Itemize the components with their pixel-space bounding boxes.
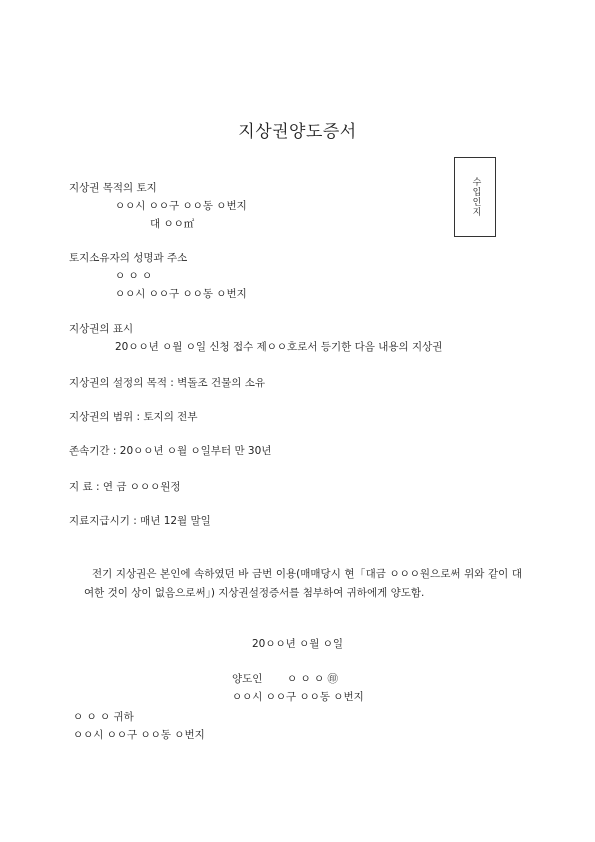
land-object-label: 지상권 목적의 토지: [69, 182, 157, 194]
purpose-line: 지상권의 설정의 목적 : 벽돌조 건물의 소유: [69, 377, 265, 389]
scope-line: 지상권의 범위 : 토지의 전부: [69, 411, 198, 423]
land-area: 대 ㅇㅇ㎡: [150, 218, 195, 230]
document-title: 지상권양도증서: [238, 122, 357, 142]
transferor-name: ㅇ ㅇ ㅇ ㊞: [287, 673, 338, 685]
right-detail: 20ㅇㅇ년 ㅇ월 ㅇ일 신청 접수 제ㅇㅇ호로서 등기한 다음 내용의 지상권: [115, 341, 443, 353]
owner-label: 토지소유자의 성명과 주소: [69, 252, 188, 264]
payment-line: 지료지급시기 : 매년 12월 말일: [69, 515, 211, 527]
rent-line: 지 료 : 연 금 ㅇㅇㅇ원정: [69, 481, 181, 493]
transferor-label: 양도인: [232, 673, 263, 685]
document-date: 20ㅇㅇ년 ㅇ월 ㅇ일: [251, 638, 344, 650]
land-address: ㅇㅇ시 ㅇㅇ구 ㅇㅇ동 ㅇ번지: [115, 200, 247, 212]
transferor-address: ㅇㅇ시 ㅇㅇ구 ㅇㅇ동 ㅇ번지: [232, 691, 364, 703]
duration-line: 존속기간 : 20ㅇㅇ년 ㅇ월 ㅇ일부터 만 30년: [69, 445, 272, 457]
transfer-statement: 전기 지상권은 본인에 속하였던 바 금번 이용(매매당시 현「대금 ㅇㅇㅇ원으로써 위와 같이 대여한 것이 상이 없음으로써」) 지상권설정증서를 첨부하여 귀하에게 양도함.: [84, 568, 522, 599]
revenue-stamp-box: [454, 157, 496, 237]
recipient-name: ㅇ ㅇ ㅇ 귀하: [73, 711, 134, 723]
revenue-stamp-label: 수입인지: [470, 177, 481, 217]
right-label: 지상권의 표시: [69, 323, 134, 335]
owner-name: ㅇ ㅇ ㅇ: [115, 270, 153, 282]
recipient-address: ㅇㅇ시 ㅇㅇ구 ㅇㅇ동 ㅇ번지: [73, 729, 205, 741]
owner-address: ㅇㅇ시 ㅇㅇ구 ㅇㅇ동 ㅇ번지: [115, 288, 247, 300]
